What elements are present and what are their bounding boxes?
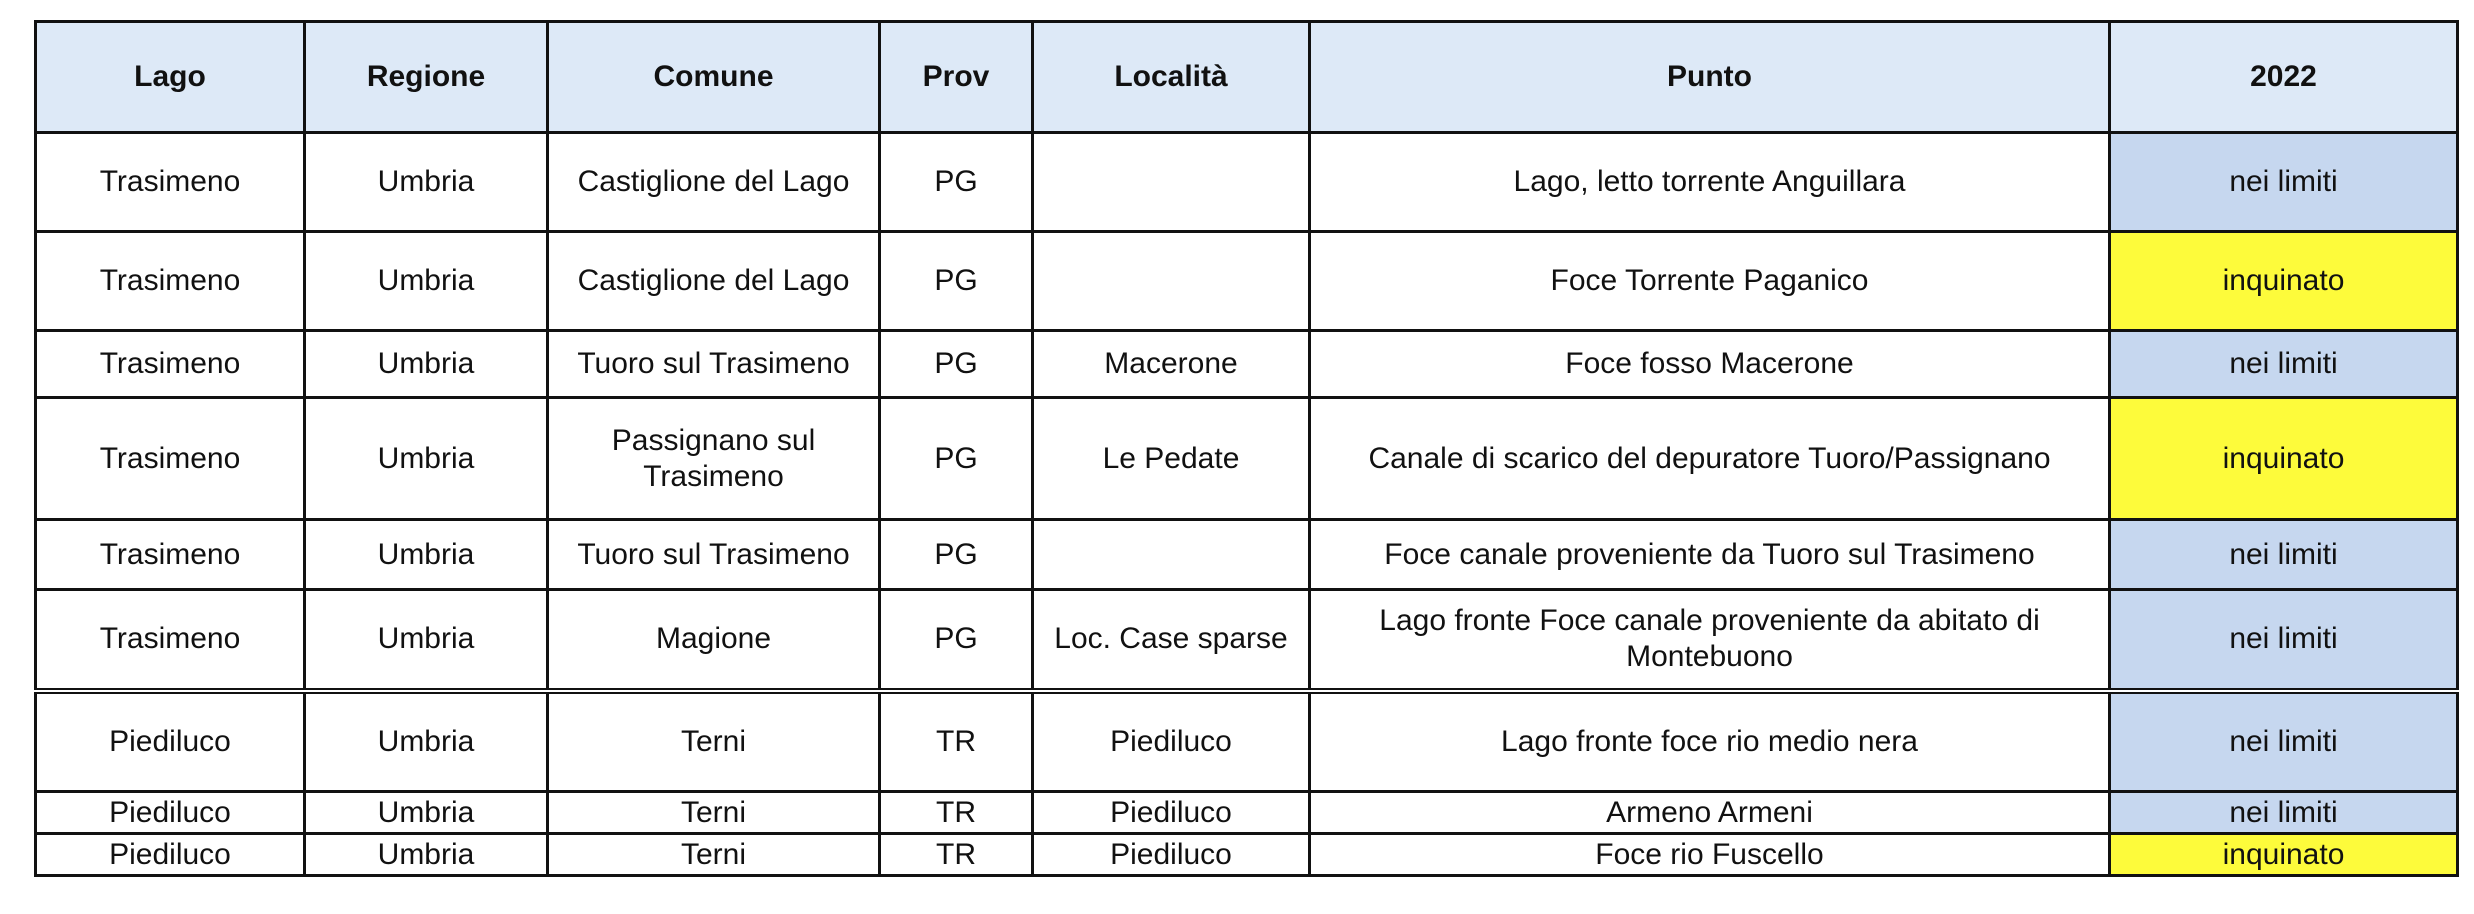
cell-status: nei limiti [2110,520,2458,590]
cell-prov: PG [880,232,1033,331]
cell-punto: Lago, letto torrente Anguillara [1310,133,2110,232]
cell-localita [1033,133,1310,232]
cell-comune: Terni [548,691,880,792]
cell-lago: Trasimeno [36,232,305,331]
cell-comune: Terni [548,792,880,834]
table-row [36,331,2458,398]
cell-localita: Piediluco [1033,691,1310,792]
cell-punto: Lago fronte Foce canale proveniente da abitato di Montebuono [1310,590,2110,691]
cell-status: inquinato [2110,834,2458,876]
cell-lago: Piediluco [36,834,305,876]
cell-status: inquinato [2110,232,2458,331]
cell-punto: Foce rio Fuscello [1310,834,2110,876]
cell-regione: Umbria [305,691,548,792]
cell-prov: PG [880,133,1033,232]
cell-comune: Castiglione del Lago [548,133,880,232]
cell-status: nei limiti [2110,792,2458,834]
cell-localita [1033,232,1310,331]
cell-prov: PG [880,398,1033,520]
cell-regione: Umbria [305,792,548,834]
table-row [36,834,2458,876]
header-punto: Punto [1310,22,2110,133]
cell-localita: Macerone [1033,331,1310,398]
table-row [36,792,2458,834]
cell-punto: Foce canale proveniente da Tuoro sul Trasimeno [1310,520,2110,590]
cell-punto: Foce fosso Macerone [1310,331,2110,398]
cell-status: nei limiti [2110,331,2458,398]
table-row [36,133,2458,232]
header-regione: Regione [305,22,548,133]
header-prov: Prov [880,22,1033,133]
table-row [36,232,2458,331]
cell-regione: Umbria [305,590,548,691]
cell-punto: Canale di scarico del depuratore Tuoro/Passignano [1310,398,2110,520]
cell-punto: Armeno Armeni [1310,792,2110,834]
cell-localita: Loc. Case sparse [1033,590,1310,691]
cell-status: nei limiti [2110,691,2458,792]
cell-prov: TR [880,834,1033,876]
cell-prov: PG [880,590,1033,691]
header-comune: Comune [548,22,880,133]
cell-localita [1033,520,1310,590]
cell-comune: Magione [548,590,880,691]
cell-regione: Umbria [305,834,548,876]
header-year: 2022 [2110,22,2458,133]
cell-localita: Piediluco [1033,792,1310,834]
cell-regione: Umbria [305,133,548,232]
cell-punto: Lago fronte foce rio medio nera [1310,691,2110,792]
cell-status: nei limiti [2110,133,2458,232]
cell-prov: PG [880,331,1033,398]
header-row [36,22,2458,133]
cell-lago: Trasimeno [36,590,305,691]
cell-lago: Trasimeno [36,520,305,590]
cell-localita: Le Pedate [1033,398,1310,520]
header-lago: Lago [36,22,305,133]
cell-comune: Terni [548,834,880,876]
cell-regione: Umbria [305,232,548,331]
cell-comune: Tuoro sul Trasimeno [548,520,880,590]
cell-regione: Umbria [305,520,548,590]
table-row [36,691,2458,792]
header-localita: Località [1033,22,1310,133]
table-row [36,520,2458,590]
cell-prov: PG [880,520,1033,590]
cell-lago: Trasimeno [36,331,305,398]
cell-comune: Passignano sul Trasimeno [548,398,880,520]
cell-status: nei limiti [2110,590,2458,691]
cell-localita: Piediluco [1033,834,1310,876]
table-row [36,590,2458,691]
cell-comune: Tuoro sul Trasimeno [548,331,880,398]
cell-lago: Trasimeno [36,398,305,520]
cell-lago: Piediluco [36,691,305,792]
cell-regione: Umbria [305,398,548,520]
table-row [36,398,2458,520]
cell-prov: TR [880,691,1033,792]
cell-comune: Castiglione del Lago [548,232,880,331]
cell-punto: Foce Torrente Paganico [1310,232,2110,331]
cell-prov: TR [880,792,1033,834]
cell-lago: Piediluco [36,792,305,834]
cell-status: inquinato [2110,398,2458,520]
data-table [34,20,2459,877]
cell-regione: Umbria [305,331,548,398]
cell-lago: Trasimeno [36,133,305,232]
